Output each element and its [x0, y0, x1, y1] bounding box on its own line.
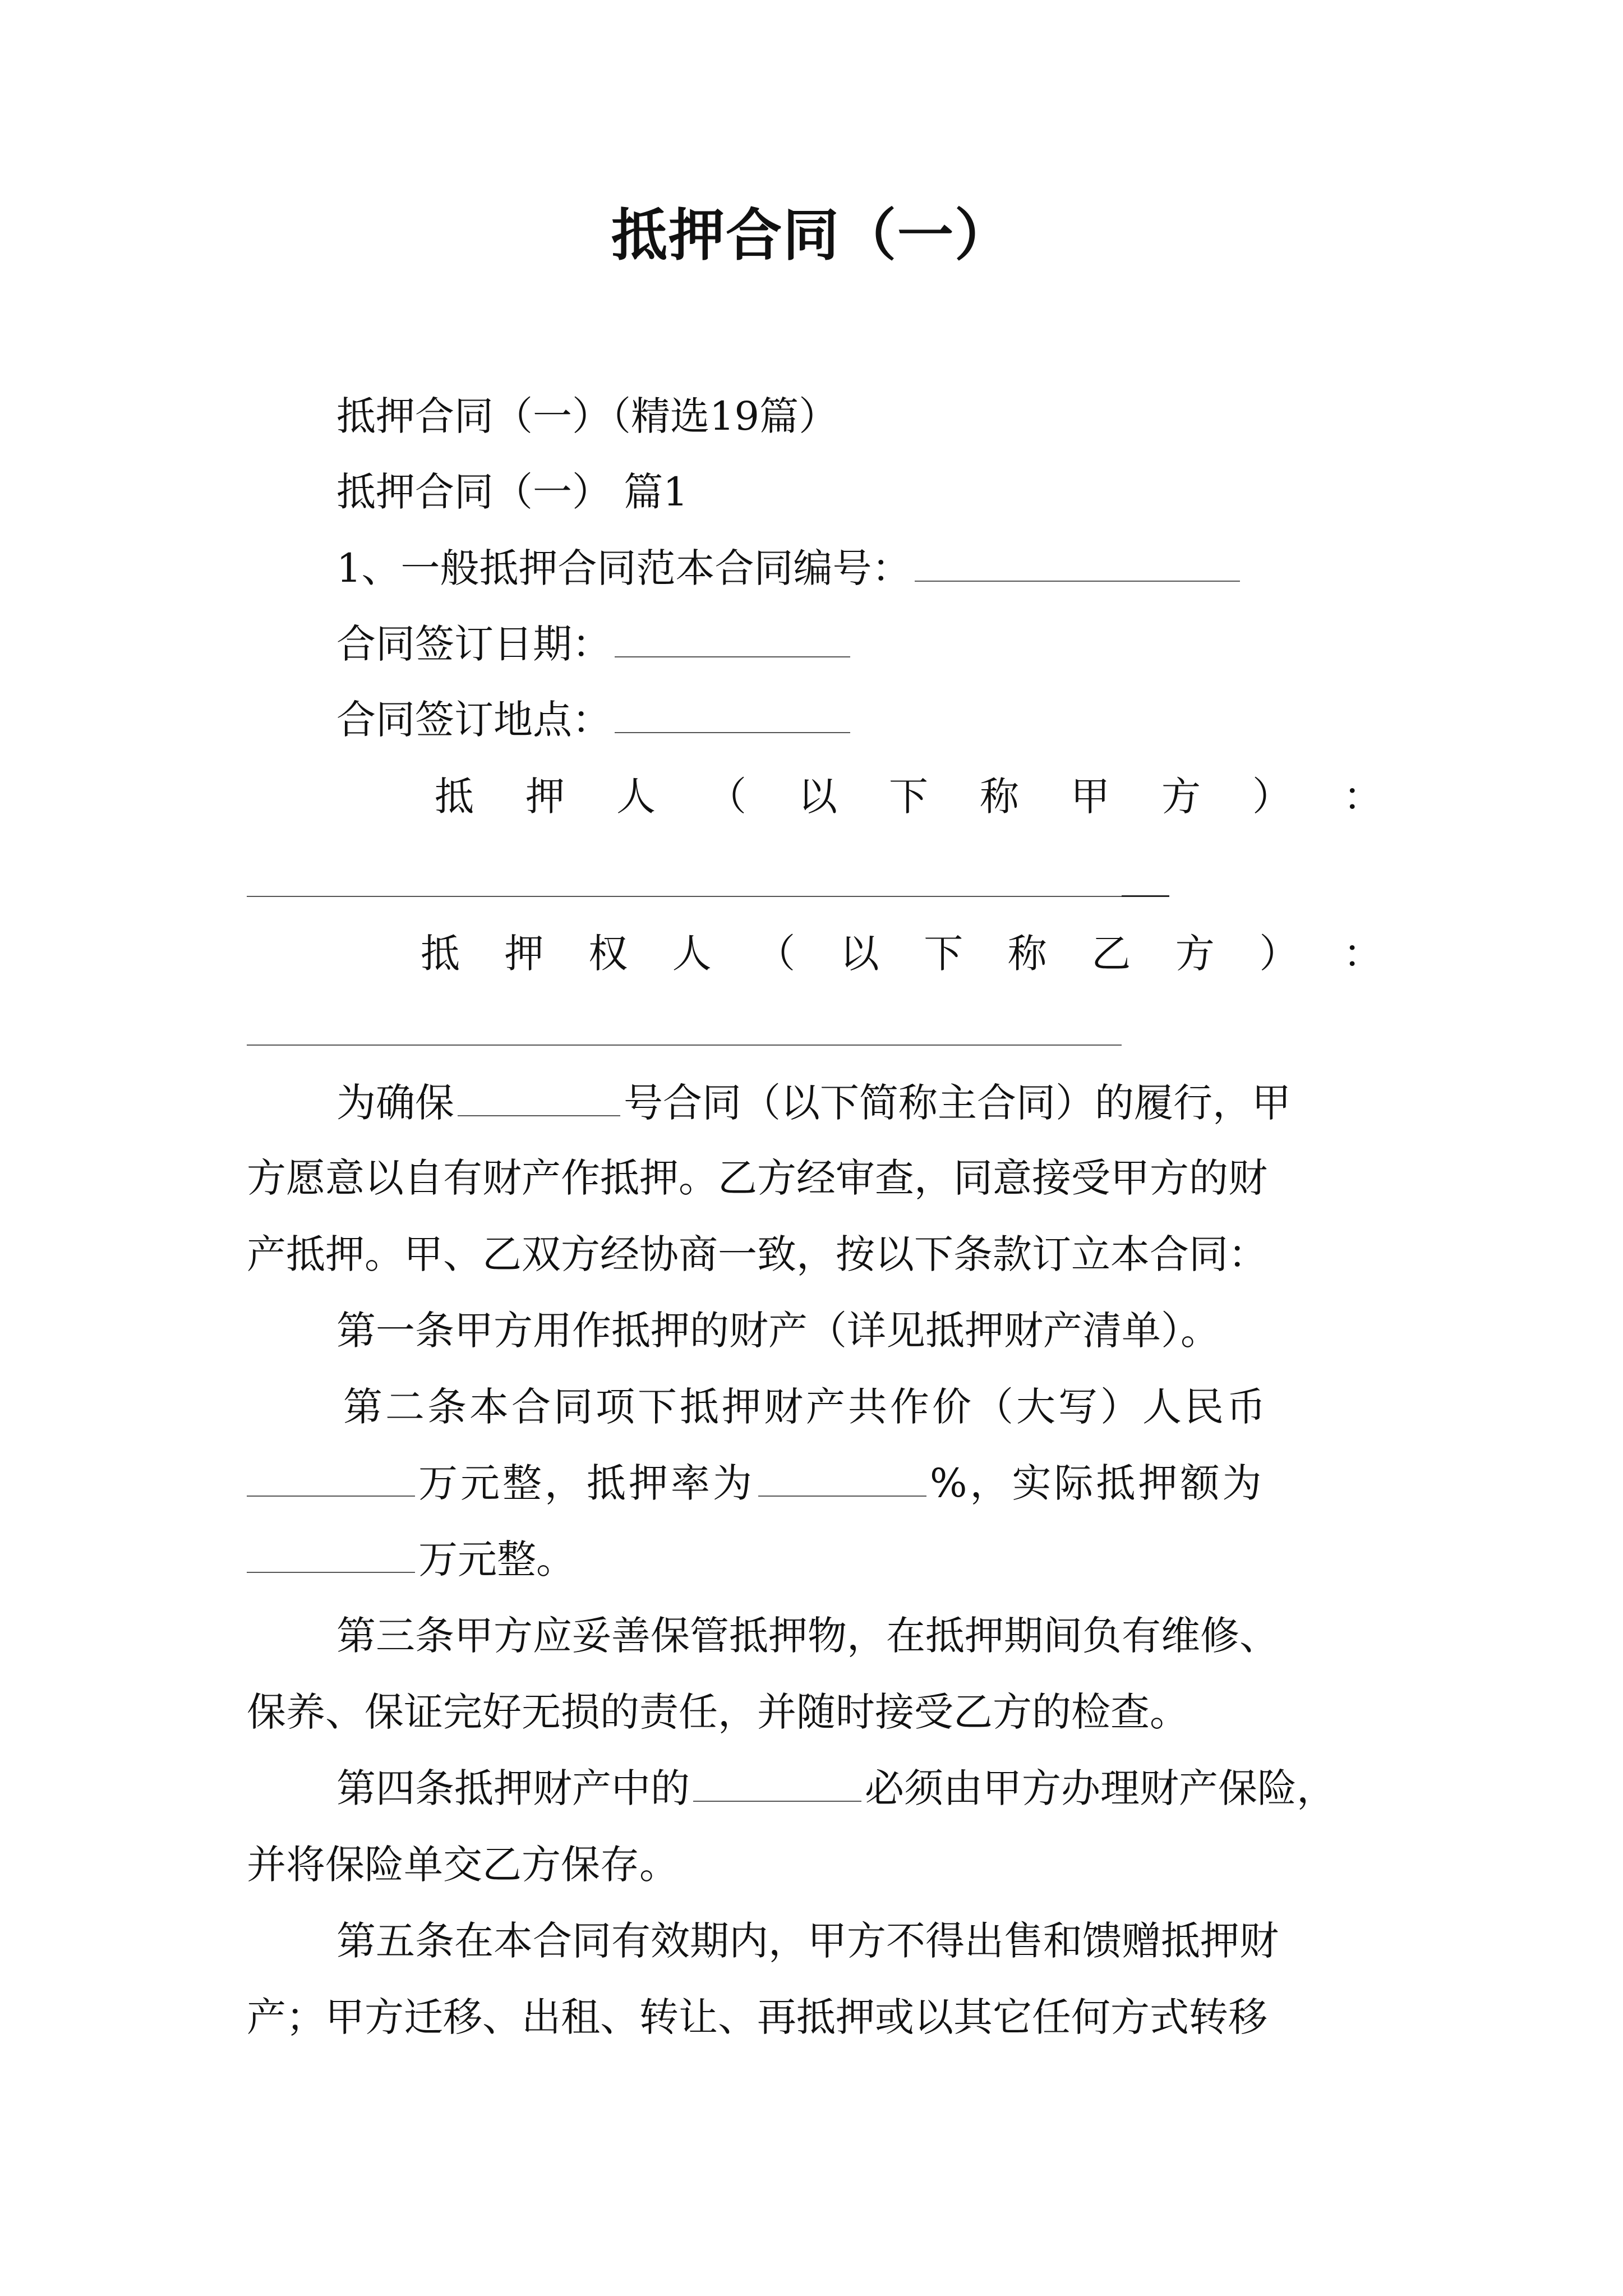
article-3-line2: 保养、保证完好无损的责任，并随时接受乙方的检查。	[247, 1689, 1189, 1735]
sign-place-line	[336, 692, 854, 748]
valuation-blank	[247, 1456, 415, 1497]
article-5-line1: 第五条在本合同有效期内，甲方不得出售和馈赠抵押财	[336, 1918, 1279, 1964]
mortgagee-blank	[247, 1045, 1122, 1046]
main-contract-number-blank	[458, 1076, 620, 1116]
mortgagee-char: 乙	[1091, 931, 1131, 977]
mortgagor-char: ：	[1343, 774, 1382, 820]
mortgagee-char: 押	[504, 931, 544, 977]
mortgagee-char: ：	[1343, 931, 1382, 977]
article-2-text: %，实际抵押额为	[930, 1460, 1265, 1506]
subtitle: 抵押合同（一）（精选19篇）	[336, 393, 838, 439]
mortgage-rate-blank	[758, 1456, 926, 1497]
contract-number-label: 1、一般抵押合同范本合同编号：	[336, 545, 911, 591]
mortgagee-char: 抵	[421, 931, 460, 977]
para1-text: 为确保	[336, 1080, 454, 1126]
article-4-line1	[336, 1760, 1336, 1816]
contract-number-blank	[915, 541, 1240, 582]
mortgagor-blank	[247, 896, 1122, 897]
article-1: 第一条甲方用作抵押的财产（详见抵押财产清单）。	[336, 1308, 1220, 1354]
article-4-line2: 并将保险单交乙方保存。	[247, 1842, 679, 1888]
article-5-line2: 产；甲方迁移、出租、转让、再抵押或以其它任何方式转移	[247, 1994, 1267, 2040]
para1-line2: 方愿意以自有财产作抵押。乙方经审查，同意接受甲方的财	[247, 1155, 1267, 1201]
sign-date-line	[336, 616, 854, 672]
mortgagor-char: 押	[525, 774, 565, 820]
mortgagor-char: 方	[1161, 774, 1201, 820]
article-2-line3	[247, 1531, 575, 1588]
mortgagee-char: 下	[924, 931, 963, 977]
mortgagee-line	[421, 926, 1382, 982]
mortgagee-char: 方	[1175, 931, 1215, 977]
article-2-text: 万元整。	[418, 1536, 575, 1582]
mortgagor-char: 甲	[1071, 774, 1110, 820]
mortgagor-char: ）	[1252, 774, 1292, 820]
sign-place-label: 合同签订地点：	[336, 697, 611, 743]
document-title: 抵押合同（一）	[611, 203, 1012, 268]
para1-line3: 产抵押。甲、乙双方经协商一致，按以下条款订立本合同：	[247, 1231, 1267, 1277]
contract-number-line	[336, 540, 1243, 596]
sign-place-blank	[615, 693, 850, 733]
para1-text: 号合同（以下简称主合同）的履行，甲	[624, 1080, 1291, 1126]
mortgagee-char: 以	[840, 931, 879, 977]
mortgagor-char: （	[707, 774, 746, 820]
mortgagor-char: 以	[798, 774, 837, 820]
mortgagor-char: 抵	[435, 774, 474, 820]
mortgagor-line	[435, 769, 1382, 825]
mortgagee-char: 权	[588, 931, 628, 977]
mortgagee-char: 人	[672, 931, 712, 977]
sign-date-label: 合同签订日期：	[336, 621, 611, 667]
mortgagee-char: 称	[1007, 931, 1047, 977]
mortgagor-char: 人	[616, 774, 656, 820]
mortgagor-char: 称	[980, 774, 1019, 820]
article-4-text: 第四条抵押财产中的	[336, 1765, 690, 1811]
insured-property-blank	[693, 1761, 861, 1802]
article-2-line1: 第二条本合同项下抵押财产共作价（大写）人民币	[343, 1384, 1269, 1430]
mortgagor-char: 下	[889, 774, 928, 820]
sign-date-blank	[615, 617, 850, 657]
para1-line1	[336, 1075, 1291, 1131]
article-4-text: 必须由甲方办理财产保险，	[865, 1765, 1336, 1811]
article-2-text: 万元整，抵押率为	[418, 1460, 755, 1506]
mortgagee-char: ）	[1259, 931, 1299, 977]
mortgagee-char: （	[756, 931, 796, 977]
article-2-line2	[247, 1455, 1265, 1511]
article-3-line1: 第三条甲方应妥善保管抵押物，在抵押期间负有维修、	[336, 1613, 1279, 1659]
section-heading: 抵押合同（一） 篇1	[336, 469, 688, 515]
mortgage-amount-blank	[247, 1533, 415, 1573]
mortgagor-dash	[1122, 895, 1169, 897]
